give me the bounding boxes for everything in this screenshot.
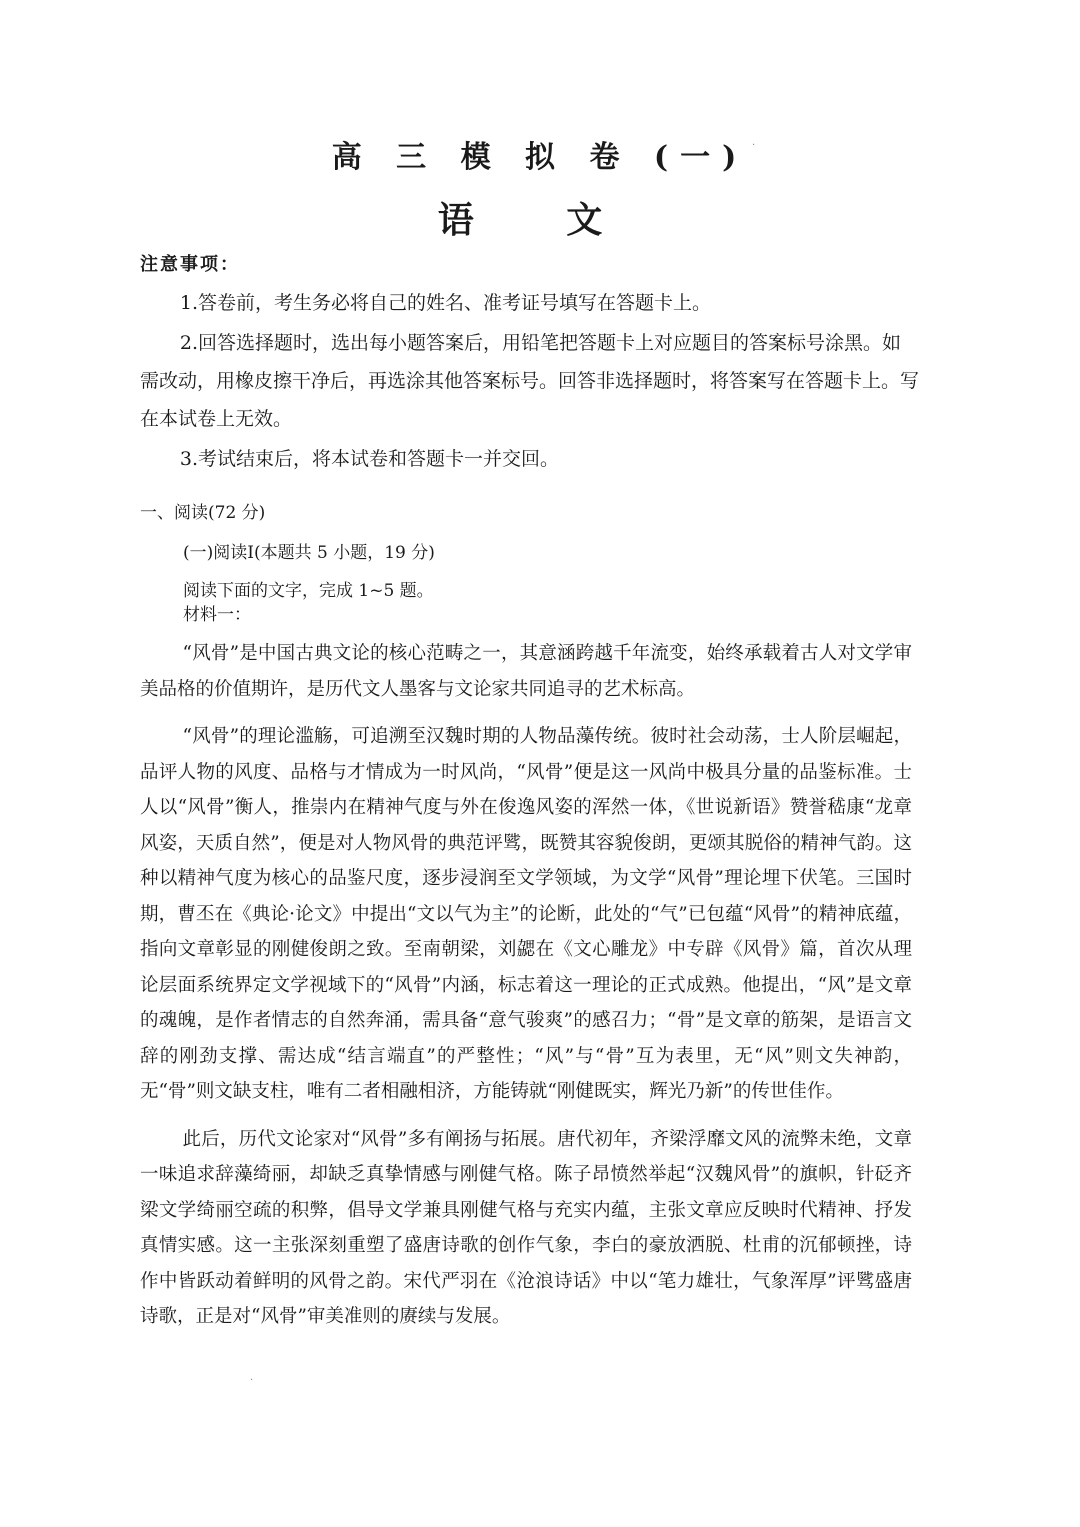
reading-material	[140, 636, 912, 1335]
material-label: 材料一：	[183, 605, 251, 625]
notice-item: 3.考试结束后，将本试卷和答题卡一并交回。	[179, 448, 560, 470]
scan-speck: ·	[250, 1375, 254, 1386]
article-paragraph: 此后，历代文论家对“风骨”多有阐扬与拓展。唐代初年，齐梁浮靡文风的流弊未绝，文章一味追求辞藻绮丽，却缺乏真挚情感与刚健气格。陈子昂愤然举起“汉魏风骨”的旗帜，针砭齐梁文学绮丽空疏的积弊，倡导文学兼具刚健气格与充实内蕴，主张文章应反映时代精神、抒发真情实感。这一主张深刻重塑了盛唐诗歌的创作气象，李白的豪放洒脱、杜甫的沉郁顿挫，诗作中皆跃动着鲜明的风骨之韵。宋代严羽在《沧浪诗话》中以“笔力雄壮，气象浑厚”评骘盛唐诗歌，正是对“风骨”审美准则的赓续与发展。	[140, 1128, 912, 1327]
article-paragraph: “风骨”的理论滥觞，可追溯至汉魏时期的人物品藻传统。彼时社会动荡，士人阶层崛起，品评人物的风度、品格与才情成为一时风尚，“风骨”便是这一风尚中极具分量的品鉴标准。士人以“风骨”衡人，推崇内在精神气度与外在俊逸风姿的浑然一体，《世说新语》赞誉嵇康“龙章风姿，天质自然”，便是对人物风骨的典范评骘，既赞其容貌俊朗，更颂其脱俗的精神气韵。这种以精神气度为核心的品鉴尺度，逐步浸润至文学领域，为文学“风骨”理论埋下伏笔。三国时期，曹丕在《典论·论文》中提出“文以气为主”的论断，此处的“气”已包蕴“风骨”的精神底蕴，指向文章彰显的刚健俊朗之致。至南朝梁，刘勰在《文心雕龙》中专辟《风骨》篇，首次从理论层面系统界定文学视域下的“风骨”内涵，标志着这一理论的正式成熟。他提出，“风”是文章的魂魄，是作者情志的自然奔涌，需具备“意气骏爽”的感召力；“骨”是文章的筋架，是语言文辞的刚劲支撑、需达成“结言端直”的严整性；“风”与“骨”互为表里，无“风”则文失神韵，无“骨”则文缺支柱，唯有二者相融相济，方能铸就“刚健既实，辉光乃新”的传世佳作。	[140, 726, 912, 1102]
exam-title: 高 三 模 拟 卷 (一)	[331, 140, 749, 175]
instruction-text: 阅读下面的文字，完成 1~5 题。	[183, 581, 434, 601]
subject-title: 语 文	[437, 199, 643, 241]
notice-list	[140, 284, 920, 478]
scan-speck: ·	[752, 140, 756, 151]
notice-item: 1.答卷前，考生务必将自己的姓名、准考证号填写在答题卡上。	[179, 292, 712, 314]
part-heading: (一)阅读Ⅰ(本题共 5 小题，19 分)	[183, 543, 435, 563]
section-heading: 一、阅读(72 分)	[140, 503, 266, 523]
notice-heading: 注意事项：	[140, 254, 240, 275]
notice-item: 2.回答选择题时，选出每小题答案后，用铅笔把答题卡上对应题目的答案标号涂黑。如需改动，用橡皮擦干净后，再选涂其他答案标号。回答非选择题时，将答案写在答题卡上。写在本试卷上无效。	[140, 332, 920, 430]
article-paragraph: “风骨”是中国古典文论的核心范畴之一，其意涵跨越千年流变，始终承载着古人对文学审美品格的价值期许，是历代文人墨客与文论家共同追寻的艺术标高。	[140, 643, 912, 700]
